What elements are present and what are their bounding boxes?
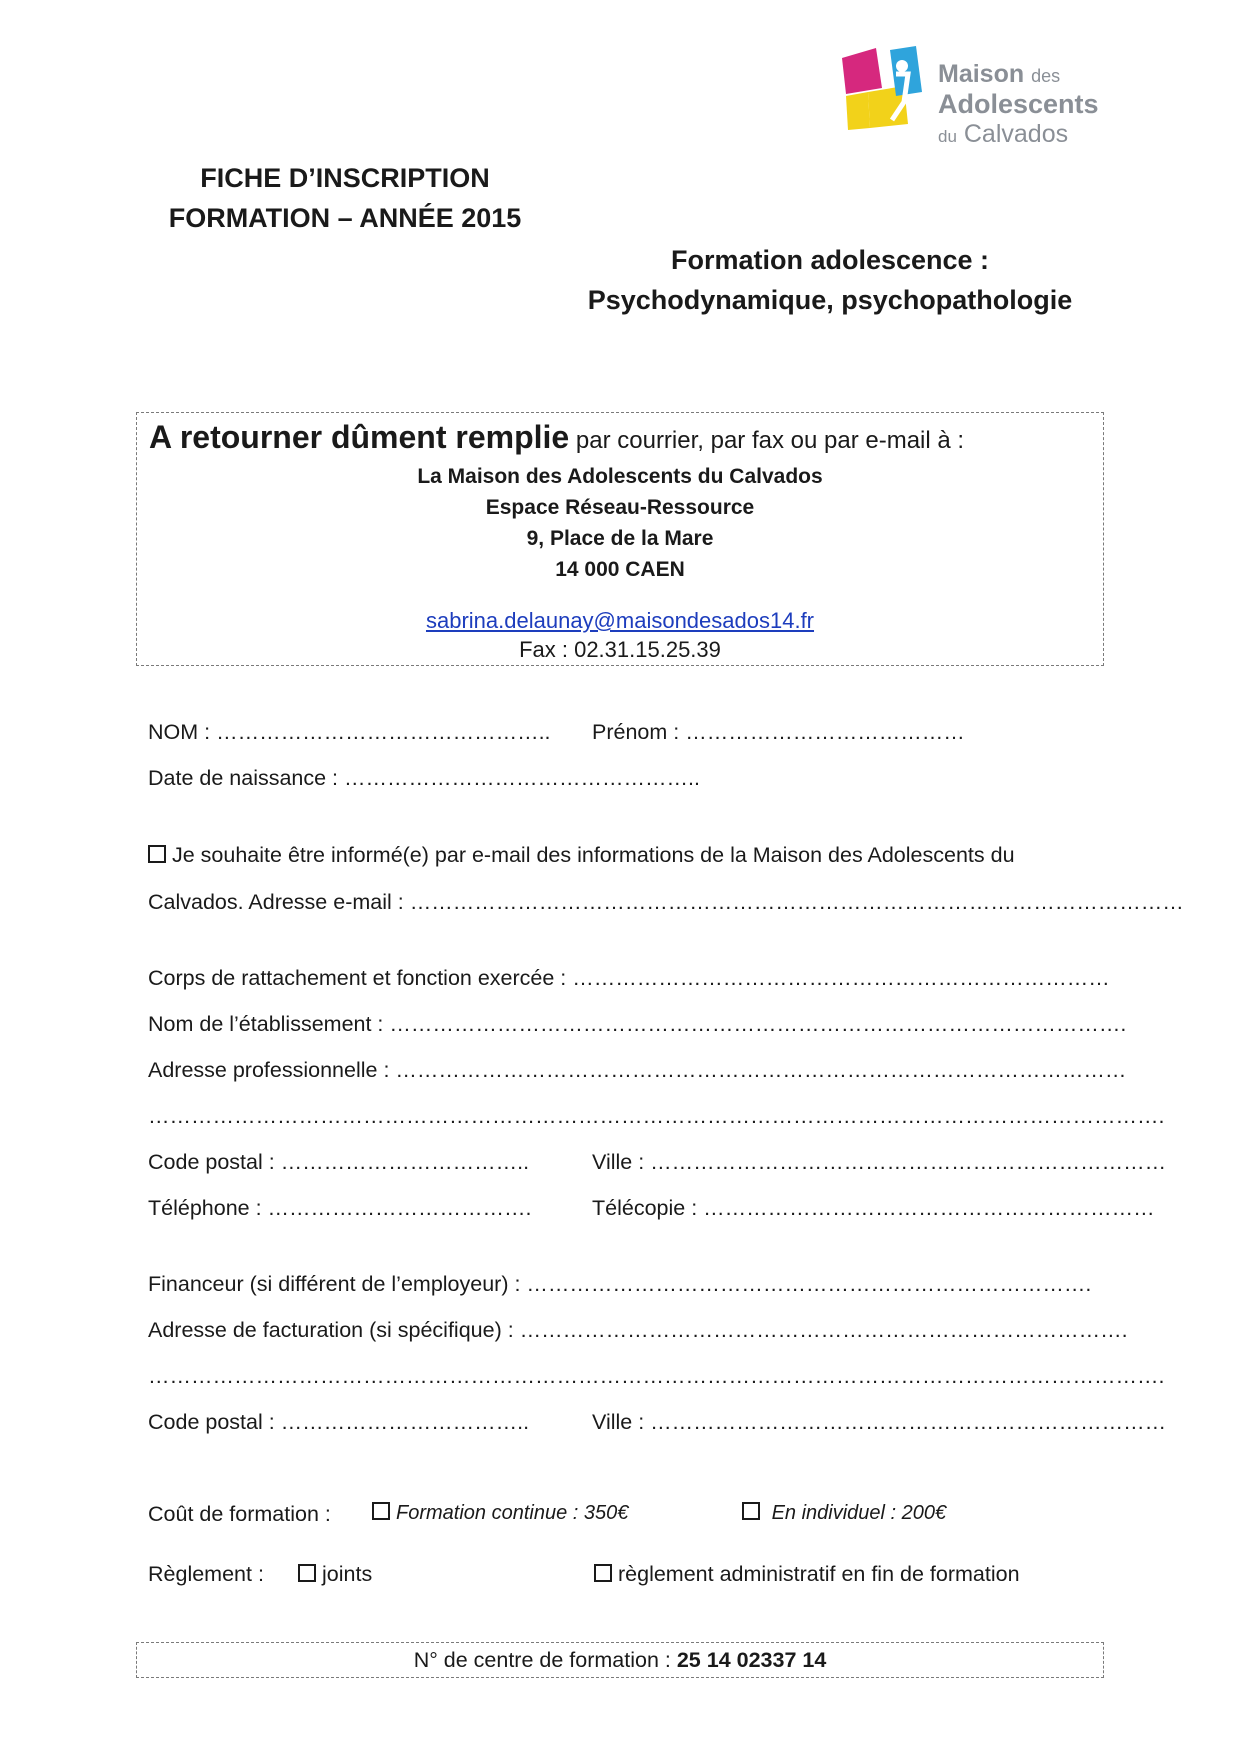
adresse-pro-cont-field[interactable]: ……………………………………………………………………………………………………………………………. xyxy=(148,1104,1165,1128)
telephone-field[interactable]: Téléphone : ………………………………. xyxy=(148,1196,532,1220)
ville-facturation-field[interactable]: Ville : ……………………………………………………………… xyxy=(592,1410,1167,1434)
course-title-line2: Psychodynamique, psychopathologie xyxy=(587,285,1073,315)
code-postal-field[interactable]: Code postal : …………………………….. xyxy=(148,1150,530,1174)
logo xyxy=(838,44,1099,148)
reglement-administratif-checkbox[interactable] xyxy=(594,1564,612,1582)
facturation-cont-field[interactable]: ……………………………………………………………………………………………………………………………. xyxy=(148,1364,1165,1388)
training-center-number: 25 14 02337 14 xyxy=(676,1648,827,1672)
prenom-field[interactable]: Prénom : ………………………………… xyxy=(592,720,965,744)
corps-field[interactable]: Corps de rattachement et fonction exercée : ………………………………………………………………… xyxy=(148,966,1110,990)
reglement-option-joints[interactable] xyxy=(298,1562,372,1587)
cout-individuel-label: En individuel : 200€ xyxy=(771,1502,947,1524)
nom-field[interactable]: NOM : ……………………………………….. xyxy=(148,720,551,744)
form-title-line1: FICHE D’INSCRIPTION xyxy=(200,163,490,193)
form-title-line2: FORMATION – ANNÉE 2015 xyxy=(168,203,522,233)
facturation-field[interactable]: Adresse de facturation (si spécifique) : …………………………………………………………………………. xyxy=(148,1318,1128,1342)
logo-magenta-shape xyxy=(842,48,882,94)
logo-text xyxy=(938,62,1099,147)
return-org: La Maison des Adolescents du Calvados xyxy=(417,465,823,488)
return-service: Espace Réseau-Ressource xyxy=(485,496,755,519)
return-street: 9, Place de la Mare xyxy=(526,527,714,550)
course-title xyxy=(570,240,1090,320)
reglement-option-administratif[interactable] xyxy=(594,1562,1020,1587)
ville-field[interactable]: Ville : ……………………………………………………………… xyxy=(592,1150,1167,1174)
return-fax: Fax : 02.31.15.25.39 xyxy=(519,637,721,662)
return-heading xyxy=(149,419,964,456)
reglement-joints-label: joints xyxy=(322,1562,373,1586)
telecopie-field[interactable]: Télécopie : ……………………………………………………… xyxy=(592,1196,1155,1220)
cout-individuel-checkbox[interactable] xyxy=(742,1502,760,1520)
cout-label: Coût de formation : xyxy=(148,1502,331,1526)
newsletter-line1 xyxy=(148,843,1015,868)
logo-word-adolescents: Adolescents xyxy=(938,89,1099,119)
training-center-box xyxy=(136,1642,1104,1678)
course-title-line1: Formation adolescence : xyxy=(670,245,990,275)
newsletter-email-field[interactable]: Calvados. Adresse e-mail : ……………………………………………………………………………………………… xyxy=(148,890,1184,914)
cout-continue-checkbox[interactable] xyxy=(372,1502,390,1520)
etablissement-field[interactable]: Nom de l’établissement : …………………………………………………………………………………………. xyxy=(148,1012,1127,1036)
return-city: 14 000 CAEN xyxy=(555,558,685,581)
return-address-box xyxy=(136,412,1104,666)
newsletter-checkbox[interactable] xyxy=(148,845,166,863)
logo-yellow-shape-left xyxy=(846,92,870,130)
reglement-administratif-label: règlement administratif en fin de formation xyxy=(618,1562,1020,1586)
date-naissance-field[interactable]: Date de naissance : ………………………………………….. xyxy=(148,766,700,790)
cout-option-individuel[interactable] xyxy=(742,1502,946,1525)
cout-option-continue[interactable] xyxy=(372,1502,628,1525)
training-center-label: N° de centre de formation : xyxy=(413,1648,677,1672)
email-link[interactable]: sabrina.delaunay@maisondesados14.fr xyxy=(425,608,815,633)
financeur-field[interactable]: Financeur (si différent de l’employeur) : ……………………………………………………………………. xyxy=(148,1272,1092,1296)
logo-graphic xyxy=(838,44,938,144)
logo-word-maison: Maison xyxy=(938,60,1025,88)
cout-continue-label: Formation continue : 350€ xyxy=(396,1502,629,1524)
form-title xyxy=(140,158,550,238)
logo-word-du: du xyxy=(938,127,957,146)
return-heading-rest: par courrier, par fax ou par e-mail à : xyxy=(569,427,965,454)
logo-word-calvados: Calvados xyxy=(963,120,1069,148)
code-postal-facturation-field[interactable]: Code postal : …………………………….. xyxy=(148,1410,530,1434)
reglement-label: Règlement : xyxy=(148,1562,264,1586)
logo-word-des: des xyxy=(1031,66,1061,86)
adresse-pro-field[interactable]: Adresse professionnelle : ………………………………………………………………………………………… xyxy=(148,1058,1127,1082)
logo-figure-head xyxy=(896,60,908,72)
reglement-joints-checkbox[interactable] xyxy=(298,1564,316,1582)
return-heading-bold: A retourner dûment remplie xyxy=(149,419,570,455)
newsletter-label: Je souhaite être informé(e) par e-mail des informations de la Maison des Adolescents du xyxy=(172,843,1015,867)
